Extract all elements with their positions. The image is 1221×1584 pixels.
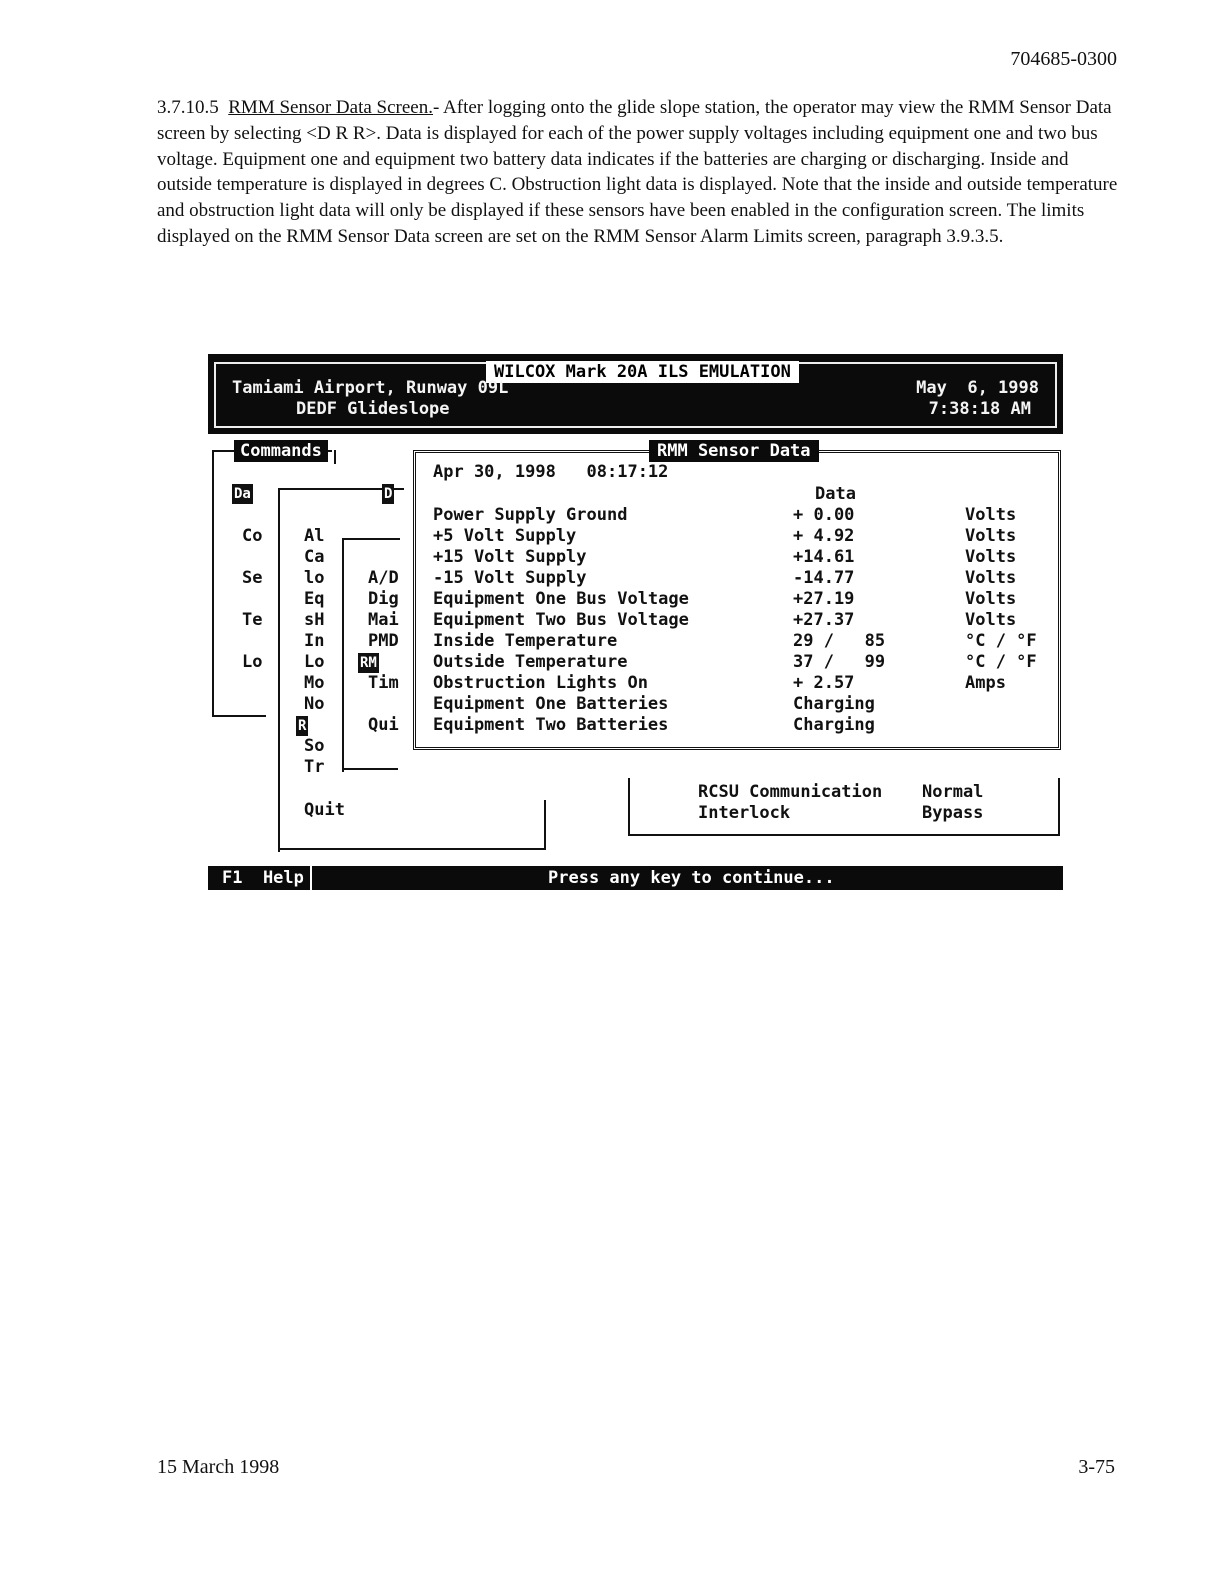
menu2-selected-top[interactable]: D bbox=[384, 486, 393, 502]
header-time: 7:38:18 AM bbox=[928, 399, 1031, 419]
menu2-item[interactable]: In bbox=[304, 631, 325, 651]
menu2-selected[interactable]: R bbox=[298, 718, 307, 734]
header-date: May 6, 1998 bbox=[916, 378, 1039, 398]
menu1-item[interactable]: Se bbox=[242, 568, 263, 588]
sensor-unit: Amps bbox=[965, 673, 1006, 693]
submenu-frame-right bbox=[544, 800, 546, 850]
section-number: 3.7.10.5 bbox=[157, 97, 219, 118]
location-text: Tamiami Airport, Runway 09L bbox=[232, 378, 509, 398]
sensor-label: Outside Temperature bbox=[433, 652, 628, 672]
menu3-item[interactable]: Dig bbox=[368, 589, 399, 609]
submenu3-frame-bottom bbox=[342, 768, 398, 770]
menu3-item[interactable]: A/D bbox=[368, 568, 399, 588]
rmm-title: RMM Sensor Data bbox=[649, 440, 819, 462]
sensor-label: Equipment Two Bus Voltage bbox=[433, 610, 689, 630]
menu2-item[interactable]: Lo bbox=[304, 652, 325, 672]
menu2-item[interactable]: No bbox=[304, 694, 325, 714]
facility-text: DEDF Glideslope bbox=[296, 399, 450, 419]
menu1-item[interactable]: Co bbox=[242, 526, 263, 546]
sensor-unit: Volts bbox=[965, 526, 1017, 546]
sensor-unit: °C / °F bbox=[965, 631, 1037, 651]
page-number: 3-75 bbox=[1078, 1456, 1115, 1478]
continue-message: Press any key to continue... bbox=[548, 868, 835, 888]
footer-bar bbox=[208, 866, 1063, 890]
window-title: WILCOX Mark 20A ILS EMULATION bbox=[486, 361, 799, 383]
menu2-item[interactable]: lo bbox=[304, 568, 325, 588]
menu3-item[interactable]: Qui bbox=[368, 715, 399, 735]
sensor-value: -14.77 bbox=[793, 568, 855, 588]
menu2-item[interactable]: Tr bbox=[304, 757, 325, 777]
sensor-value: + 4.92 bbox=[793, 526, 855, 546]
frame-bottom bbox=[214, 715, 266, 717]
sensor-unit: °C / °F bbox=[965, 652, 1037, 672]
menu1-selected[interactable]: Da bbox=[234, 486, 251, 502]
section-heading: RMM Sensor Data Screen. bbox=[228, 97, 433, 118]
sensor-unit: Volts bbox=[965, 547, 1017, 567]
menu3-item[interactable]: Tim bbox=[368, 673, 399, 693]
footer-date: 15 March 1998 bbox=[157, 1456, 280, 1478]
rmm-sensor-window bbox=[413, 440, 1061, 750]
sensor-value: Charging bbox=[793, 694, 875, 714]
data-column-header: Data bbox=[815, 484, 856, 504]
terminal-screenshot bbox=[208, 354, 1063, 890]
paragraph-text: - After logging onto the glide slope station, the operator may view the RMM Sensor Data screen by selecting <D R R>. Data is displayed for each of the power supply voltages including equipment one and two bus voltage. Equipment one and equipment two battery data indicates if the batteries are charging or discharging. Inside and outside temperature is displayed in degrees C. Obstruction light data is displayed. Note that the inside and outside temperature and obstruction light data will only be displayed if these sensors have been enabled in the configuration screen. The limits displayed on the RMM Sensor Data screen are set on the RMM Sensor Alarm Limits screen, paragraph 3.9.3.5. bbox=[157, 97, 1118, 247]
submenu-frame-bottom bbox=[278, 848, 546, 850]
menu2-item[interactable]: Ca bbox=[304, 547, 325, 567]
sensor-label: Equipment One Batteries bbox=[433, 694, 669, 714]
sensor-label: -15 Volt Supply bbox=[433, 568, 587, 588]
sensor-value: 29 / 85 bbox=[793, 631, 886, 651]
sensor-value: + 0.00 bbox=[793, 505, 855, 525]
sensor-label: +5 Volt Supply bbox=[433, 526, 577, 546]
menu2-item[interactable]: Al bbox=[304, 526, 325, 546]
status-value: Normal bbox=[922, 782, 984, 802]
sensor-unit: Volts bbox=[965, 568, 1017, 588]
header-bar bbox=[208, 354, 1063, 434]
status-label: Interlock bbox=[698, 803, 791, 823]
sensor-label: Inside Temperature bbox=[433, 631, 618, 651]
menu1-item[interactable]: Te bbox=[242, 610, 263, 630]
sensor-value: + 2.57 bbox=[793, 673, 855, 693]
menu3-item[interactable]: Mai bbox=[368, 610, 399, 630]
status-label: RCSU Communication bbox=[698, 782, 883, 802]
sensor-label: +15 Volt Supply bbox=[433, 547, 587, 567]
sensor-unit: Volts bbox=[965, 610, 1017, 630]
menu1-item[interactable]: Lo bbox=[242, 652, 263, 672]
sensor-unit: Volts bbox=[965, 505, 1017, 525]
status-value: Bypass bbox=[922, 803, 984, 823]
sensor-unit: Volts bbox=[965, 589, 1017, 609]
menu2-quit[interactable]: Quit bbox=[304, 800, 345, 820]
sensor-value: +27.37 bbox=[793, 610, 855, 630]
sensor-label: Equipment One Bus Voltage bbox=[433, 589, 689, 609]
rmm-timestamp: Apr 30, 1998 08:17:12 bbox=[433, 462, 669, 482]
menu2-item[interactable]: Mo bbox=[304, 673, 325, 693]
menu2-item[interactable]: So bbox=[304, 736, 325, 756]
menu2-item[interactable]: Eq bbox=[304, 589, 325, 609]
menu2-item[interactable]: sH bbox=[304, 610, 325, 630]
sensor-value: 37 / 99 bbox=[793, 652, 886, 672]
menu3-selected[interactable]: RM bbox=[360, 655, 377, 671]
menu3-item[interactable]: PMD bbox=[368, 631, 399, 651]
sensor-value: +14.61 bbox=[793, 547, 855, 567]
sensor-value: Charging bbox=[793, 715, 875, 735]
sensor-value: +27.19 bbox=[793, 589, 855, 609]
sensor-label: Power Supply Ground bbox=[433, 505, 628, 525]
sensor-label: Equipment Two Batteries bbox=[433, 715, 669, 735]
help-key[interactable]: F1 Help bbox=[216, 866, 312, 890]
sensor-label: Obstruction Lights On bbox=[433, 673, 648, 693]
commands-title: Commands bbox=[234, 440, 328, 462]
document-number: 704685-0300 bbox=[1010, 48, 1117, 70]
body-paragraph bbox=[157, 95, 1119, 250]
